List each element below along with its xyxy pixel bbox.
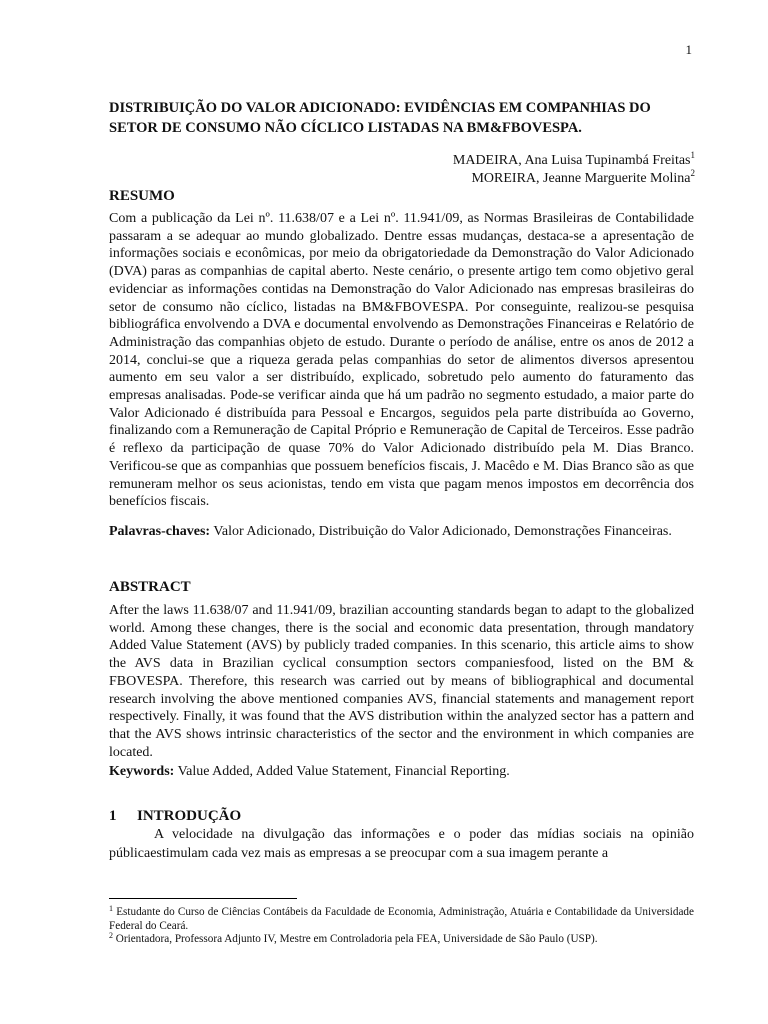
keywords-label: Keywords: — [109, 764, 175, 779]
abstract-keywords — [109, 763, 694, 781]
keywords-value: Valor Adicionado, Distribuição do Valor Adicionado, Demonstrações Financeiras. — [213, 524, 672, 539]
footnote-text: Estudante do Curso de Ciências Contábeis da Faculdade de Economia, Administração, Atuária e Contabilidade da Universidade Federal do Ceará. — [109, 906, 694, 932]
section-heading — [109, 808, 241, 825]
author-name: MADEIRA, Ana Luisa Tupinambá Freitas — [452, 153, 691, 168]
footnote-mark: 1 — [109, 904, 113, 913]
footnote-1 — [109, 906, 694, 933]
resumo-keywords — [109, 523, 694, 541]
footnote-2 — [109, 933, 694, 947]
keywords-value: Value Added, Added Value Statement, Financial Reporting. — [177, 764, 510, 779]
intro-text: A velocidade na divulgação das informações e o poder das mídias sociais na opinião públicaestimulam cada vez mais as empresas a se preocupar com a sua imagem perante a — [109, 827, 694, 861]
author-name: MOREIRA, Jeanne Marguerite Molina — [471, 171, 691, 186]
author-1 — [453, 152, 695, 170]
author-2 — [471, 170, 695, 188]
keywords-label: Palavras-chaves: — [109, 524, 211, 539]
resumo-text: Com a publicação da Lei nº. 11.638/07 e a Lei nº. 11.941/09, as Normas Brasileiras de Contabilidade passaram a se adequar ao mundo globalizado. Dentre essas mudanças, destaca-se a apresentação de informações sociais e econômicas, por meio da obrigatoriedade da Demonstração do Valor Adicionado (DVA) paras as companhias de capital aberto. Neste cenário, o presente artigo tem como objetivo geral evidenciar as informações contidas na Demonstração do Valor Adicionado nas empresas brasileiras do setor de consumo não cíclico, listadas na BM&FBOVESPA. Por conseguinte, realizou-se pesquisa bibliográfica envolvendo a DVA e documental envolvendo as Demonstrações Financeiras e Relatório de Administração das companhias objeto de estudo. Durante o período de análise, entre os anos de 2012 a 2014, conclui-se que a riqueza gerada pelas companhias do setor de alimentos diversos apresentou aumento em seu valor a ser distribuído, explicado, sobretudo pelo aumento do faturamento das empresas analisadas. Pode-se verificar ainda que há um padrão no segmento estudado, a maior parte do Valor Adicionado é distribuída para Pessoal e Encargos, seguidos pela parte distribuída ao Governo, finalizando com a Remuneração de Capital Próprio e Remuneração de Capital de Terceiros. Esse padrão é reflexo da participação de quase 70% do Valor Adicionado distribuído pela M. Dias Branco. Verificou-se que as companhias que possuem benefícios fiscais, J. Macêdo e M. Dias Branco são as que remuneram melhor os seus acionistas, tendo em vista que pagam menos impostos em decorrência dos benefícios fiscais. — [109, 211, 694, 510]
abstract-text: After the laws 11.638/07 and 11.941/09, brazilian accounting standards began to adapt to the globalized world. Among these changes, there is the social and economic data presentation, through mandatory Added Value Statement (AVS) by publicly traded companies. In this scenario, this article aims to show the AVS data in Brazilian cyclical consumption sectors companiesfood, listed on the BM & FBOVESPA. Therefore, this research was carried out by means of bibliographical and documental research involving the above mentioned companies AVS, financial statements and management report respectively. Finally, it was found that the AVS distribution within the analyzed sector has a pattern and that the AVS shows intrinsic characteristics of the sector and the environment in which companies are located. — [109, 603, 694, 760]
paper-title: DISTRIBUIÇÃO DO VALOR ADICIONADO: EVIDÊNCIAS EM COMPANHIAS DO SETOR DE CONSUMO NÃO CÍCLICO LISTADAS NA BM&FBOVESPA. — [109, 100, 651, 136]
resumo-heading: RESUMO — [109, 188, 175, 204]
footnote-divider — [109, 898, 297, 899]
footnote-mark: 2 — [690, 168, 695, 178]
page-number: 1 — [685, 42, 692, 57]
footnote-text: Orientadora, Professora Adjunto IV, Mestre em Controladoria pela FEA, Universidade de São Paulo (USP). — [115, 933, 598, 945]
abstract-heading: ABSTRACT — [109, 579, 191, 595]
section-title: INTRODUÇÃO — [137, 808, 242, 824]
section-number: 1 — [109, 808, 117, 824]
footnote-mark: 1 — [690, 150, 695, 160]
footnote-mark: 2 — [109, 931, 113, 940]
